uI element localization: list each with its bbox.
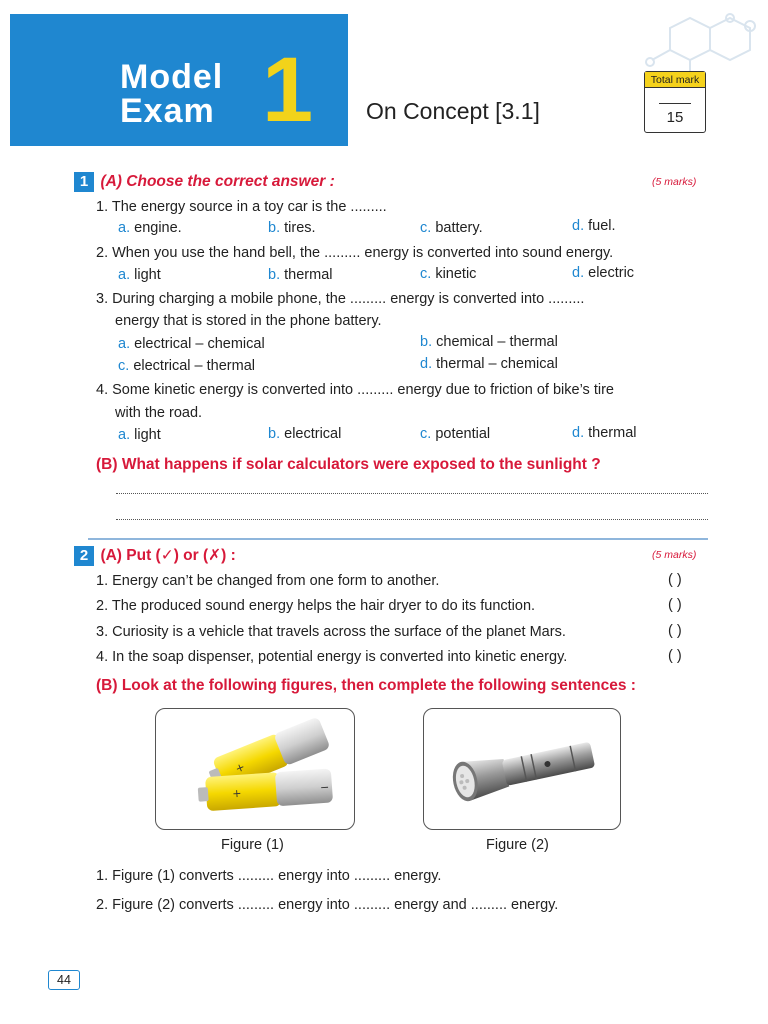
figure-2-caption: Figure (2) [486, 837, 549, 853]
total-mark-value: 15 [666, 109, 684, 126]
q2-sentence-1: 1. Figure (1) converts ......... energy into ......... energy. [96, 868, 442, 884]
option-text: electrical – thermal [133, 358, 255, 374]
exam-number: 1 [262, 39, 314, 141]
q1-item-3-stem-cont: energy that is stored in the phone battery. [115, 313, 382, 329]
q1-item-1-option-d [572, 217, 616, 235]
option-text: potential [435, 426, 491, 442]
option-text: electric [588, 265, 635, 281]
model-label: Model [120, 58, 224, 96]
q1-item-1-option-c [420, 219, 483, 237]
q1-item-4-stem: 4. Some kinetic energy is converted into ......... energy due to friction of bike’s tire [96, 382, 614, 398]
answer-bracket[interactable]: ( ) [668, 572, 682, 588]
svg-text:−: − [319, 780, 330, 795]
option-letter: d. [420, 356, 433, 372]
q1-item-3-option-c [118, 357, 255, 375]
q1-item-4-option-d [572, 424, 636, 442]
total-mark-box [644, 71, 706, 133]
option-text: battery. [435, 220, 483, 236]
option-letter: b. [268, 267, 281, 283]
option-letter: d. [572, 425, 585, 441]
model-exam-title [120, 60, 223, 128]
q2-statement-3: 3. Curiosity is a vehicle that travels across the surface of the planet Mars. [96, 624, 566, 640]
exam-subtitle: On Concept [3.1] [366, 98, 540, 124]
answer-bracket[interactable]: ( ) [668, 623, 682, 639]
option-text: light [134, 427, 161, 443]
option-text: electrical [284, 426, 342, 442]
q1-item-4-option-a [118, 426, 161, 444]
total-mark-label: Total mark [645, 72, 705, 88]
figure-1-box [155, 708, 355, 830]
option-letter: a. [118, 220, 131, 236]
answer-line[interactable] [116, 519, 708, 520]
option-letter: c. [420, 426, 432, 442]
section-divider [88, 538, 708, 540]
question-1-heading [74, 172, 335, 192]
option-text: engine. [134, 220, 182, 236]
option-letter: b. [420, 334, 433, 350]
q1-item-3-option-a [118, 335, 265, 353]
q1-item-1-option-b [268, 219, 316, 237]
exam-label: Exam [120, 92, 215, 130]
question-2-heading [74, 546, 236, 566]
question-1b-title: (B) What happens if solar calculators were exposed to the sunlight ? [96, 456, 601, 473]
q1-item-1-stem: 1. The energy source in a toy car is the ......... [96, 199, 387, 215]
option-text: fuel. [588, 218, 616, 234]
figure-1-caption: Figure (1) [221, 837, 284, 853]
answer-line[interactable] [116, 493, 708, 494]
batteries-icon [156, 709, 354, 829]
option-text: chemical – thermal [436, 334, 558, 350]
answer-bracket[interactable]: ( ) [668, 597, 682, 613]
figure-2-box [423, 708, 621, 830]
question-1-number: 1 [74, 172, 94, 192]
option-text: kinetic [435, 266, 477, 282]
q2-sentence-2: 2. Figure (2) converts ......... energy into ......... energy and ......... energy. [96, 897, 559, 913]
flashlight-icon [424, 709, 620, 829]
svg-text:+: + [233, 760, 247, 776]
q1-item-4-option-c [420, 425, 490, 443]
option-letter: a. [118, 267, 131, 283]
page-number: 44 [48, 970, 80, 990]
option-letter: d. [572, 218, 585, 234]
option-letter: d. [572, 265, 585, 281]
question-2-marks: (5 marks) [652, 549, 697, 561]
option-letter: b. [268, 220, 281, 236]
option-letter: c. [420, 266, 432, 282]
q1-item-4-stem-cont: with the road. [115, 405, 203, 421]
question-2-number: 2 [74, 546, 94, 566]
q2-statement-1: 1. Energy can’t be changed from one form to another. [96, 573, 440, 589]
option-text: electrical – chemical [134, 336, 265, 352]
question-2b-title: (B) Look at the following figures, then complete the following sentences : [96, 677, 636, 694]
option-text: thermal [588, 425, 637, 441]
q1-item-4-option-b [268, 425, 341, 443]
q1-item-2-option-b [268, 266, 332, 284]
option-letter: c. [118, 358, 130, 374]
option-letter: c. [420, 220, 432, 236]
question-1-marks: (5 marks) [652, 176, 697, 188]
q1-item-2-option-c [420, 265, 476, 283]
answer-bracket[interactable]: ( ) [668, 648, 682, 664]
q2-statement-2: 2. The produced sound energy helps the hair dryer to do its function. [96, 598, 536, 614]
option-letter: a. [118, 427, 131, 443]
option-letter: a. [118, 336, 131, 352]
q1-item-3-stem: 3. During charging a mobile phone, the ......... energy is converted into ......... [96, 291, 585, 307]
q1-item-2-option-d [572, 264, 634, 282]
option-text: light [134, 267, 161, 283]
option-text: tires. [284, 220, 316, 236]
option-letter: b. [268, 426, 281, 442]
q1-item-1-option-a [118, 219, 182, 237]
question-2a-title: (A) Put (✓) or (✗) : [100, 547, 236, 564]
svg-text:+: + [231, 786, 242, 801]
option-text: thermal – chemical [436, 356, 558, 372]
q1-item-3-option-d [420, 355, 558, 373]
question-1a-title: (A) Choose the correct answer : [100, 173, 335, 190]
q1-item-2-option-a [118, 266, 161, 284]
q2-statement-4: 4. In the soap dispenser, potential energy is converted into kinetic energy. [96, 649, 568, 665]
total-mark-divider [659, 103, 691, 104]
option-text: thermal [284, 267, 333, 283]
q1-item-2-stem: 2. When you use the hand bell, the ......... energy is converted into sound energy. [96, 245, 614, 261]
q1-item-3-option-b [420, 333, 558, 351]
